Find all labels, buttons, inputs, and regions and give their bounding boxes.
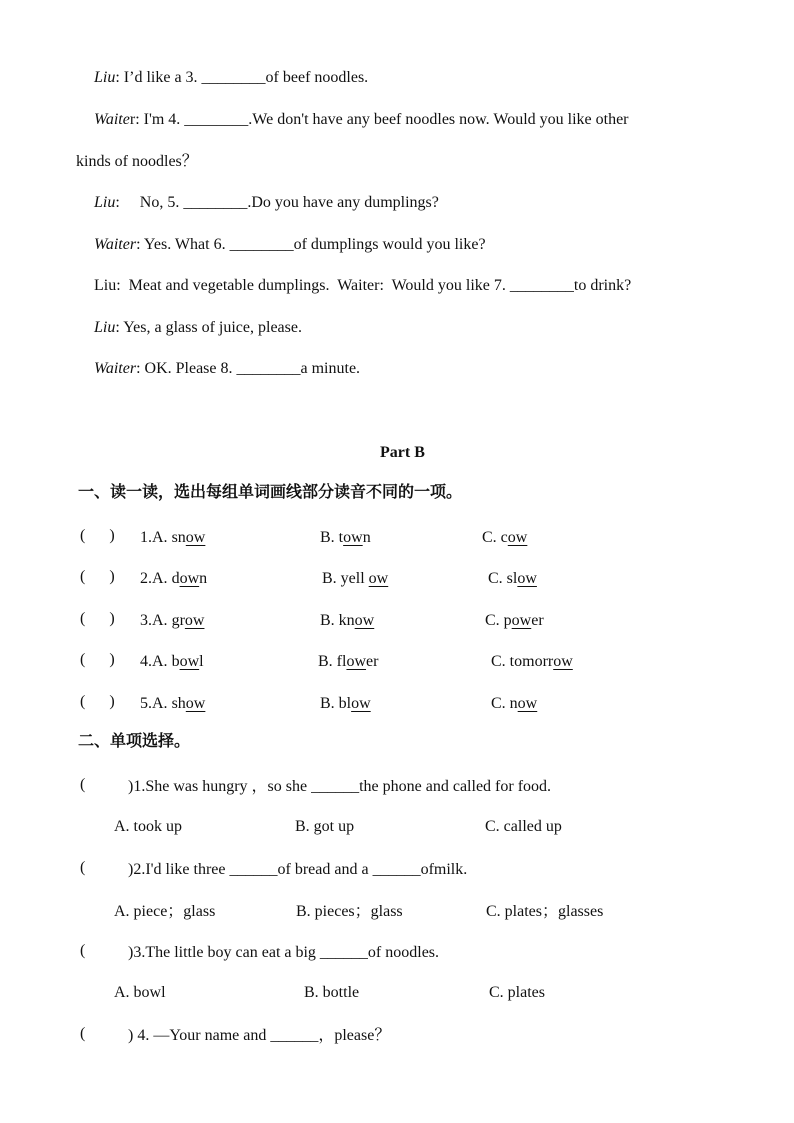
section1-title: 一、读一读，选出每组单词画线部分读音不同的一项。 <box>78 482 463 501</box>
dialogue-line-6 <box>94 276 631 296</box>
option-b: B. bottle <box>304 984 360 1001</box>
section2-title: 二、单项选择。 <box>78 731 191 750</box>
option-c: C. cow <box>482 529 528 546</box>
option-c: C. power <box>485 612 544 629</box>
line-text: kinds of noodles？ <box>76 153 198 170</box>
line-text: : OK. Please 8. ________a minute. <box>136 360 361 377</box>
line-text: : No, 5. ________.Do you have any dumplings? <box>115 194 439 211</box>
part-title: Part B <box>380 444 425 461</box>
option-c: C. now <box>491 695 538 712</box>
option-a: 3.A. grow <box>140 612 205 629</box>
option-b: B. pieces；glass <box>296 903 403 920</box>
dialogue-line-1 <box>94 68 368 88</box>
option-a: 2.A. down <box>140 570 208 587</box>
option-a: A. bowl <box>114 984 166 1001</box>
speaker: Waiter <box>94 236 137 253</box>
option-a: A. took up <box>114 818 182 835</box>
speaker: Liu <box>94 319 116 336</box>
question-text: )1.She was hungry ，so she ______the phone and called for food. <box>128 778 552 795</box>
answer-paren-open[interactable]: ( <box>80 776 86 793</box>
dialogue-line-2 <box>94 110 629 130</box>
option-b: B. town <box>320 529 371 546</box>
answer-paren-open[interactable]: ( <box>80 859 86 876</box>
question-text: )3.The little boy can eat a big ______of noodles. <box>128 944 440 961</box>
option-c: C. tomorrow <box>491 653 573 670</box>
dialogue-line-7 <box>94 318 302 338</box>
option-c: C. called up <box>485 818 562 835</box>
line-text: : Yes, a glass of juice, please. <box>115 319 302 336</box>
dialogue-line-3 <box>76 152 198 172</box>
speaker: Waiter <box>94 360 137 377</box>
answer-paren[interactable]: ( ) <box>80 610 115 627</box>
answer-paren-open[interactable]: ( <box>80 1025 86 1042</box>
line-text: : I’d like a 3. ________of beef noodles. <box>115 69 369 86</box>
answer-paren-open[interactable]: ( <box>80 942 86 959</box>
question-text: ) 4. —Your name and ______，please？ <box>128 1027 391 1044</box>
option-a: 4.A. bowl <box>140 653 204 670</box>
option-a: 5.A. show <box>140 695 206 712</box>
speaker-tail: r <box>129 111 136 128</box>
option-b: B. got up <box>295 818 355 835</box>
dialogue-line-5 <box>94 235 486 255</box>
line-text: Liu: Meat and vegetable dumplings. Waiter: Would you like 7. ________to drink? <box>94 277 632 294</box>
option-a: A. piece；glass <box>114 903 216 920</box>
option-b: B. yell ow <box>322 570 389 587</box>
dialogue-line-4 <box>94 193 439 213</box>
answer-paren[interactable]: ( ) <box>80 568 115 585</box>
option-c: C. slow <box>488 570 537 587</box>
line-text: : Yes. What 6. ________of dumplings would you like? <box>136 236 486 253</box>
speaker: Liu <box>94 69 116 86</box>
answer-paren[interactable]: ( ) <box>80 651 115 668</box>
speaker: Liu <box>94 194 116 211</box>
option-b: B. know <box>320 612 375 629</box>
option-a: 1.A. snow <box>140 529 206 546</box>
line-text: : I'm 4. ________.We don't have any beef noodles now. Would you like other <box>135 111 629 128</box>
answer-paren[interactable]: ( ) <box>80 527 115 544</box>
option-c: C. plates；glasses <box>486 903 604 920</box>
question-text: )2.I'd like three ______of bread and a ______ofmilk. <box>128 861 468 878</box>
option-b: B. blow <box>320 695 371 712</box>
dialogue-line-8 <box>94 359 360 379</box>
option-b: B. flower <box>318 653 379 670</box>
speaker: Waite <box>94 111 130 128</box>
option-c: C. plates <box>489 984 545 1001</box>
answer-paren[interactable]: ( ) <box>80 693 115 710</box>
